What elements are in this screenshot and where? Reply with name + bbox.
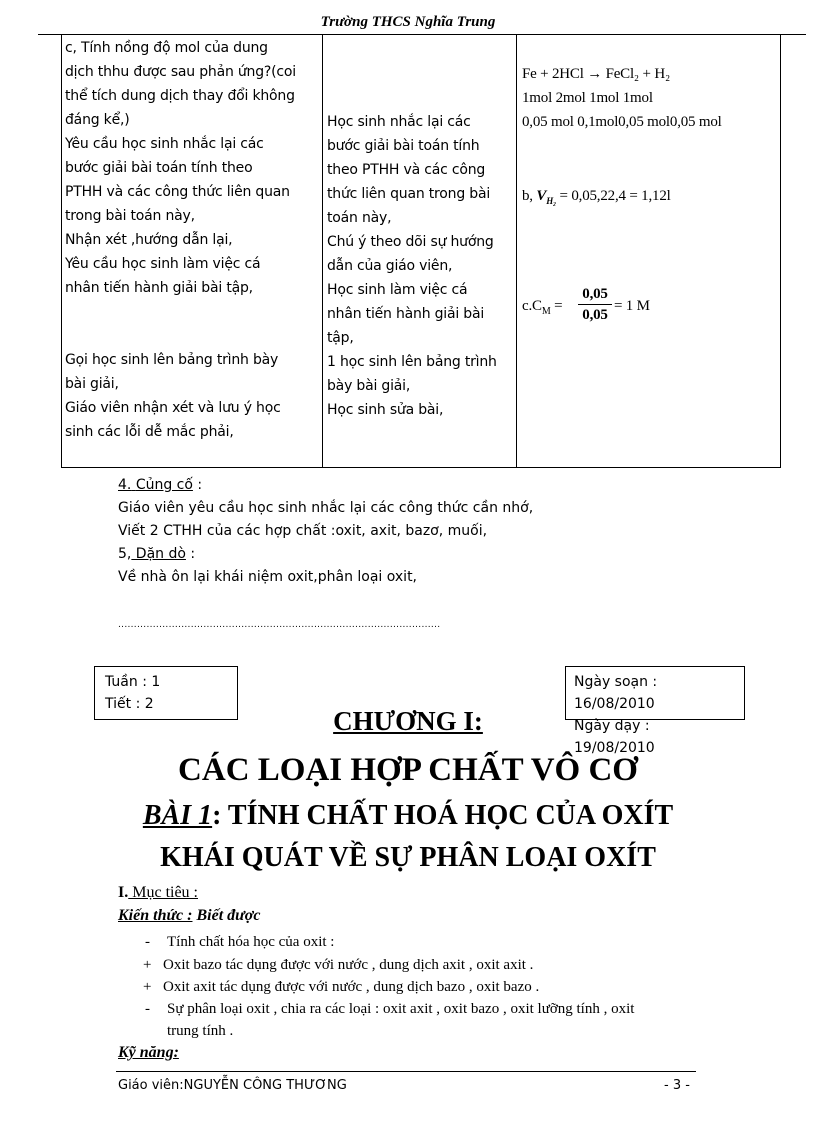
chapter-title: CÁC LOẠI HỢP CHẤT VÔ CƠ bbox=[178, 752, 638, 788]
page-number: - 3 - bbox=[664, 1078, 690, 1093]
table-text: thể tích dung dịch thay đổi không bbox=[65, 88, 295, 104]
table-divider-1 bbox=[322, 34, 323, 468]
table-text: nhân tiến hành giải bài bbox=[327, 306, 485, 322]
table-text: sinh các lỗi dễ mắc phải, bbox=[65, 424, 234, 440]
table-text: bước giải bài toán tính theo bbox=[65, 160, 253, 176]
table-text: bày bài giải, bbox=[327, 378, 411, 394]
part-b bbox=[522, 184, 774, 213]
week-label: Tuần : 1 bbox=[105, 674, 161, 690]
table-text: tập, bbox=[327, 330, 354, 346]
section-4-heading: 4. Củng cố bbox=[118, 477, 193, 493]
table-text: Chú ý theo dõi sự hướng bbox=[327, 234, 494, 250]
list-marker: - bbox=[145, 934, 150, 950]
dotted-separator: ...................................................................................................... bbox=[118, 620, 441, 630]
volume-symbol: V bbox=[536, 188, 547, 204]
objectives-heading: I. Mục tiêu : bbox=[118, 884, 198, 901]
knowledge-heading: Kiến thức : Biết được bbox=[118, 907, 261, 924]
lesson-label: BÀI 1 bbox=[142, 800, 213, 831]
section-5-line: Về nhà ôn lại khái niệm oxit,phân loại oxit, bbox=[118, 569, 418, 585]
table-text: Học sinh làm việc cá bbox=[327, 282, 468, 298]
part-b-label: b, bbox=[522, 188, 533, 204]
table-text: bước giải bài toán tính bbox=[327, 138, 480, 154]
mole-amounts: 0,05 mol 0,1mol0,05 mol0,05 mol bbox=[522, 114, 722, 130]
table-text: dịch thhu được sau phản ứng?(coi bbox=[65, 64, 296, 80]
taught-date: Ngày dạy : 19/08/2010 bbox=[574, 718, 655, 756]
part-b-value: = 0,05,22,4 = 1,12l bbox=[559, 188, 671, 204]
table-text: nhân tiến hành giải bài tập, bbox=[65, 280, 253, 296]
table-text: bài giải, bbox=[65, 376, 119, 392]
lesson-title: BÀI 1: TÍNH CHẤT HOÁ HỌC CỦA OXÍT bbox=[142, 800, 674, 831]
fraction-denominator: 0,05 bbox=[582, 307, 608, 323]
section-4-line: Viết 2 CTHH của các hợp chất :oxit, axit, bazơ, muối, bbox=[118, 523, 488, 539]
table-border-left bbox=[61, 34, 62, 468]
list-marker: - bbox=[145, 1001, 150, 1017]
list-item: Tính chất hóa học của oxit : bbox=[167, 934, 335, 950]
list-item: Sự phân loại oxit , chia ra các loại : oxit axit , oxit bazo , oxit lưỡng tính , oxit bbox=[167, 1001, 635, 1017]
table-text: đáng kể,) bbox=[65, 112, 130, 128]
list-item-continuation: trung tính . bbox=[167, 1023, 234, 1039]
list-item: Oxit bazo tác dụng được với nước , dung dịch axit , oxit axit . bbox=[163, 957, 534, 973]
table-text: Học sinh nhắc lại các bbox=[327, 114, 471, 130]
part-c-label: c.C bbox=[522, 298, 542, 314]
school-header: Trường THCS Nghĩa Trung bbox=[320, 14, 496, 30]
section-5-heading: Dặn dò bbox=[131, 546, 186, 562]
table-text: thức liên quan trong bài bbox=[327, 186, 491, 202]
table-text: Nhận xét ,hướng dẫn lại, bbox=[65, 232, 233, 248]
table-text: Giáo viên nhận xét và lưu ý học bbox=[65, 400, 281, 416]
table-text: theo PTHH và các công bbox=[327, 162, 486, 178]
student-activities-column bbox=[327, 110, 517, 422]
volume-subscript: H₂ bbox=[546, 196, 556, 206]
lesson-table bbox=[61, 34, 781, 468]
period-label: Tiết : 2 bbox=[105, 696, 154, 712]
table-text: 1 học sinh lên bảng trình bbox=[327, 354, 497, 370]
table-text: dẫn của giáo viên, bbox=[327, 258, 453, 274]
list-marker: + bbox=[143, 957, 152, 973]
lesson-subtitle: KHÁI QUÁT VỀ SỰ PHÂN LOẠI OXÍT bbox=[160, 842, 656, 873]
molarity-subscript: M bbox=[541, 306, 551, 317]
prepared-date: Ngày soạn : 16/08/2010 bbox=[574, 674, 658, 712]
table-text: trong bài toán này, bbox=[65, 208, 195, 224]
table-text: Yêu cầu học sinh làm việc cá bbox=[65, 256, 261, 272]
list-item: Oxit axit tác dụng được với nước , dung dịch bazo , oxit bazo . bbox=[163, 979, 540, 995]
table-text: PTHH và các công thức liên quan bbox=[65, 184, 290, 200]
chemical-equation: Fe + 2HCl → FeCl₂ + H₂ bbox=[522, 66, 670, 82]
table-border-bottom bbox=[61, 467, 781, 468]
list-marker: + bbox=[143, 979, 152, 995]
section-4-line: Giáo viên yêu cầu học sinh nhắc lại các công thức cần nhớ, bbox=[118, 500, 534, 516]
chapter-label: CHƯƠNG I: bbox=[333, 706, 483, 736]
section-4: 4. Củng cố : Giáo viên yêu cầu học sinh nhắc lại các công thức cần nhớ, Viết 2 CTHH của các hợp chất :oxit, axit, bazơ, muối, 5, Dặn dò : Về nhà ôn lại khái niệm oxit,phân loại oxit, bbox=[118, 474, 533, 589]
solution-column bbox=[522, 62, 774, 134]
table-text: Học sinh sửa bài, bbox=[327, 402, 444, 418]
skills-heading: Kỹ năng: bbox=[118, 1044, 179, 1061]
table-text: Yêu cầu học sinh nhắc lại các bbox=[65, 136, 264, 152]
table-text: c, Tính nồng độ mol của dung bbox=[65, 40, 268, 56]
table-text: toán này, bbox=[327, 210, 392, 226]
part-c-result: = 1 M bbox=[614, 298, 650, 314]
part-c-equals: = bbox=[554, 298, 563, 314]
table-text bbox=[65, 300, 321, 324]
teacher-name: Giáo viên:NGUYỄN CÔNG THƯƠNG bbox=[118, 1078, 347, 1093]
table-text: Gọi học sinh lên bảng trình bày bbox=[65, 352, 279, 368]
teacher-activities-column bbox=[65, 36, 321, 444]
table-border-right bbox=[780, 34, 781, 468]
fraction-numerator: 0,05 bbox=[578, 284, 612, 305]
footer-rule bbox=[116, 1071, 696, 1072]
mole-ratio: 1mol 2mol 1mol 1mol bbox=[522, 90, 653, 106]
table-text bbox=[65, 324, 321, 348]
